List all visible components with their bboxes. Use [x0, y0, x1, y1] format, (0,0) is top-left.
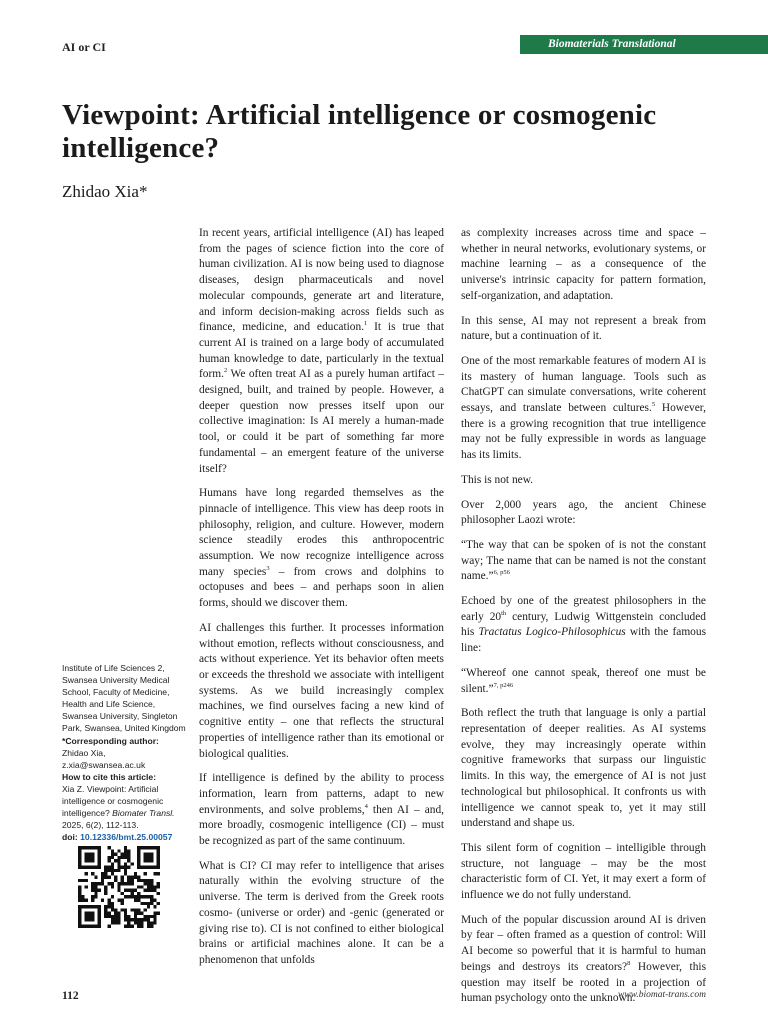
page-number: 112 [62, 990, 79, 1002]
running-header-section: AI or CI [62, 40, 106, 54]
body-column-left [199, 226, 444, 969]
paragraph: In this sense, AI may not represent a break from nature, but a continuation of it. [461, 314, 706, 343]
paragraph: One of the most remarkable features of modern AI is its mastery of human language. Tools such as ChatGPT can simulate conversations, write coherent essays, and translate between cultures.$^5$ However, there is a growing recognition that true intelligence may not be fully expressible in words as language has its limits. [461, 354, 706, 462]
paragraph: In recent years, artificial intelligence (AI) has leaped from the pages of science fiction into the core of human civilization. AI is now being used to diagnose diseases, design pharmaceuticals and novel molecular compounds, generate art and literature, and inform decision-making across fields such as finance, medicine, and education.$^1$ It is true that current AI is trained on a large body of accumulated human knowledge to date, particularly in the textual form.$^2$ We often treat AI as a purely human artifact – designed, built, and trained by people. However, a deeper question now presses itself upon our collective imagination: Is AI merely a human-made tool, or could it be part of something far more fundamental – an emergent feature of the universe itself? [199, 227, 444, 475]
paragraph: This is not new. [461, 473, 534, 486]
paragraph: Humans have long regarded themselves as the pinnacle of intelligence. This view has deep roots in philosophy, religion, and culture. However, modern science steadily erodes this anthropocentric assumption. We now recognize intelligence across many species$^3$ – from crows and dolphins to octopuses and bees – and perhaps soon in alien forms, should we discover them. [199, 487, 445, 610]
paragraph: as complexity increases across time and space – whether in neural networks, evolutionary systems, or machine learning – as a consequence of the universe's intrinsic capacity for pattern formation, self-organization, and adaptation. [461, 227, 706, 302]
journal-website[interactable]: www.biomat-trans.com [618, 990, 706, 1000]
reference-marker[interactable]: 3 [266, 564, 270, 572]
quote-wittgenstein: “Whereof one cannot speak, thereof one must be silent.”$^{7, p246}$ [461, 666, 706, 695]
reference-marker[interactable]: 6, p56 [493, 569, 510, 577]
paragraph: Echoed by one of the greatest philosophers in the early 20th century, Ludwig Wittgenstein concluded his Tractatus Logico-Philosophicus with the famous line: [461, 595, 707, 655]
paragraph: Much of the popular discussion around AI is driven by fear – often framed as a question of control: Will AI become so powerful that it is harmful to human beings and destroys its creators?$^8$ However, this question may itself be rooted in a projection of human psychology onto the unknown. [461, 913, 706, 1005]
journal-banner [520, 35, 768, 54]
reference-marker[interactable]: 7, p246 [493, 681, 514, 689]
reference-marker[interactable]: 1 [364, 320, 368, 328]
affiliation: Institute of Life Sciences 2, Swansea University Medical School, Faculty of Medicine, Health and Life Science, Swansea University, Singleton Park, Swansea, United Kingdom [62, 663, 186, 734]
paragraph: This silent form of cognition – intelligible through structure, not language – may be the most characteristic form of CI. Yet, it may exert a form of influence we do not fully understand. [461, 841, 706, 902]
reference-marker[interactable]: 4 [364, 802, 368, 810]
corresponding-author-label: *Corresponding author: [62, 735, 159, 746]
paragraph: Over 2,000 years ago, the ancient Chinese philosopher Laozi wrote: [461, 498, 706, 527]
paragraph: AI challenges this further. It processes information without emotion, reflects without consciousness, and acts without experience. Yet its behavior often meets or exceeds the threshold we associate with intelligent systems. As we build increasingly complex machines, we find ourselves facing a new kind of cognitive entity – one that reflects the structural properties of intelligence rather than its emotional or biological qualities. [199, 621, 444, 760]
citation-title: Xia Z. Viewpoint: Artificial intelligence or cosmogenic intelligence? [62, 783, 164, 819]
body-column-right [461, 226, 706, 1007]
article-sidebar [62, 662, 186, 843]
citation-journal: Biomater Transl. [112, 808, 175, 819]
qr-code-icon [78, 846, 160, 928]
citation-details: 2025, 6(2), 112-113. [62, 820, 139, 831]
citation-text [62, 783, 186, 819]
reference-marker[interactable]: 8 [627, 960, 631, 968]
reference-marker[interactable]: 2 [224, 367, 228, 375]
journal-name: Biomaterials Translational [548, 38, 676, 50]
doi-label: doi: [62, 832, 78, 843]
quote-laozi: “The way that can be spoken of is not the constant way; The name that can be named is not the constant name.”$^{6, p56}$ [461, 538, 706, 583]
paragraph: If intelligence is defined by the ability to process information, learn from patterns, adapt to new environments, and solve problems,$^4$ then AI – and, more broadly, cosmogenic intelligence (CI) – must be recognized as part of the same continuum. [199, 772, 444, 848]
book-title: Tractatus Logico-Philosophicus [478, 626, 626, 639]
reference-marker[interactable]: 5 [651, 401, 656, 409]
doi-link[interactable]: 10.12336/bmt.25.00057 [80, 832, 173, 843]
citation-label: How to cite this article: [62, 771, 157, 782]
paragraph: Both reflect the truth that language is only a partial representation of deeper realities. As AI systems evolve, they may increasingly operate within cognitive frameworks that surpass our linguistic limits. In this way, the emergence of AI is not just technological but philosophical. It confronts us with intelligence we cannot speak to, yet it may still understand and shape us. [461, 707, 706, 830]
article-title: Viewpoint: Artificial intelligence or cosmogenic intelligence? [62, 99, 657, 164]
corresponding-author-email[interactable]: z.xia@swansea.ac.uk [62, 759, 146, 770]
paragraph: What is CI? CI may refer to intelligence that arises naturally within the evolving structure of the universe. The term is derived from the Greek roots cosmo- (universe or order) and -genic (generated or giving rise to). CI is not confined to either biological brains or artificial machines alone. It can be a phenomenon that unfolds [199, 859, 444, 966]
doi-line [62, 831, 186, 843]
author-name: Zhidao Xia* [62, 182, 148, 201]
corresponding-author-name: Zhidao Xia, [62, 747, 106, 758]
